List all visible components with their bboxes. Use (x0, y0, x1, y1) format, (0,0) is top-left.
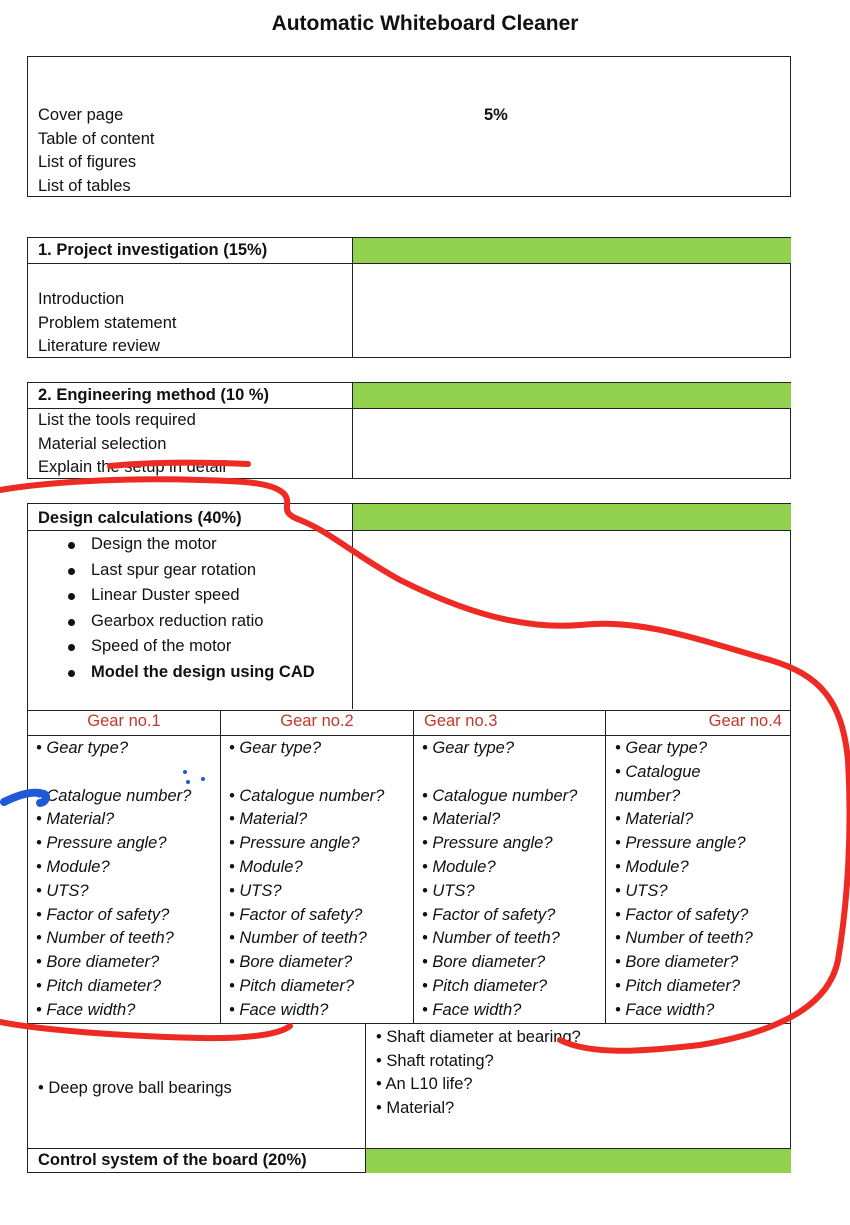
gear-question: • Catalogue number? (36, 786, 192, 805)
gear-question: • UTS? (229, 881, 282, 900)
design-item: Speed of the motor (28, 634, 315, 660)
control-heading: Control system of the board (20%) (38, 1151, 307, 1169)
gear-question: • Factor of safety? (36, 905, 170, 924)
gear-header-3: Gear no.3 (424, 712, 498, 730)
section1-heading: 1. Project investigation (15%) (38, 241, 268, 259)
gear-question: • Gear type? (422, 739, 514, 757)
gear-header-1: Gear no.1 (87, 712, 161, 730)
bearing-question: • Material? (376, 1098, 455, 1117)
gear-question: • Material? (615, 810, 694, 829)
section2-item: Explain the setup in detail (38, 458, 227, 476)
gear-question: • Bore diameter? (229, 953, 353, 972)
gear-question: • Pressure angle? (422, 834, 553, 853)
section2-item: List the tools required (38, 411, 196, 429)
gear-question: • Bore diameter? (615, 953, 739, 972)
gear-question: • Module? (422, 857, 496, 876)
gear-question: • Pitch diameter? (229, 976, 354, 995)
cover-item: List of tables (38, 176, 131, 195)
cover-section (27, 56, 791, 197)
gear-question: • Catalogue number? (229, 786, 385, 805)
section2-score-cell (353, 383, 791, 408)
gear-question: • Gear type? (229, 739, 321, 757)
bearing-question: • Shaft diameter at bearing? (376, 1028, 581, 1046)
gear-question: • Face width? (422, 1000, 522, 1019)
gear-question: • Pressure angle? (229, 834, 360, 853)
control-score-cell (366, 1149, 791, 1173)
design-item: Gearbox reduction ratio (28, 609, 315, 635)
gear-question: • Pressure angle? (36, 834, 167, 853)
gear-2-questions (229, 737, 384, 1023)
cover-item: Table of content (38, 129, 155, 148)
gear-question: • Factor of safety? (422, 905, 556, 924)
gear-question: • Module? (36, 857, 110, 876)
gear-question: • Module? (229, 857, 303, 876)
design-table (27, 503, 791, 1173)
section2-item: Material selection (38, 434, 167, 453)
gear-question: • Catalogue (615, 762, 701, 781)
bearing-question: • Shaft rotating? (376, 1051, 494, 1070)
gear-header-2: Gear no.2 (280, 712, 354, 730)
gear-question: • Catalogue number? (422, 786, 578, 805)
gear-question: • Material? (422, 810, 501, 829)
gear-question: • Material? (36, 810, 115, 829)
gear-3-questions (422, 737, 577, 1023)
section1-score-cell (353, 238, 791, 263)
gear-question: • Number of teeth? (36, 929, 174, 948)
section2-table (27, 382, 791, 479)
gear-header-4: Gear no.4 (708, 712, 782, 730)
bearings-right (376, 1026, 581, 1120)
design-item: Linear Duster speed (28, 583, 315, 609)
gear-question (36, 761, 191, 785)
section1-item: Literature review (38, 337, 160, 355)
gear-question: • Number of teeth? (422, 929, 560, 948)
gear-question: • Pressure angle? (615, 834, 746, 853)
gear-question: • Factor of safety? (615, 905, 749, 924)
page-title: Automatic Whiteboard Cleaner (271, 12, 579, 35)
gear-question: • UTS? (36, 881, 89, 900)
design-item-cad: Model the design using CAD (28, 660, 315, 686)
section1-table (27, 237, 791, 358)
gear-question: • Module? (615, 857, 689, 876)
design-score-cell (353, 504, 791, 530)
gear-question: • Gear type? (36, 739, 128, 757)
gear-question: • Bore diameter? (36, 953, 160, 972)
design-item: Last spur gear rotation (28, 558, 315, 584)
gear-question: number? (615, 786, 681, 805)
gear-question: • Face width? (615, 1000, 715, 1019)
gear-4-questions (615, 737, 753, 1023)
cover-item: Cover page (38, 106, 124, 124)
gear-1-questions (36, 737, 191, 1023)
gear-question: • Factor of safety? (229, 905, 363, 924)
gear-question: • Pitch diameter? (615, 976, 740, 995)
section2-items (38, 409, 226, 480)
gear-question: • Bore diameter? (422, 953, 546, 972)
gear-question: • Pitch diameter? (36, 976, 161, 995)
gear-question (422, 761, 577, 785)
gear-question: • Material? (229, 810, 308, 829)
gear-question: • Number of teeth? (229, 929, 367, 948)
gear-question: • Pitch diameter? (422, 976, 547, 995)
gear-question: • UTS? (615, 881, 668, 900)
cover-weight: 5% (484, 106, 508, 124)
design-heading: Design calculations (40%) (38, 509, 242, 527)
section2-heading: 2. Engineering method (10 %) (38, 386, 270, 404)
bearings-left: • Deep grove ball bearings (38, 1079, 232, 1097)
bearing-question: • An L10 life? (376, 1075, 473, 1093)
design-items (28, 532, 315, 686)
gear-question (229, 761, 384, 785)
cover-item: List of figures (38, 153, 137, 171)
cover-items (38, 104, 155, 198)
gear-question: • Gear type? (615, 739, 707, 757)
gear-question: • Number of teeth? (615, 929, 753, 948)
gear-question: • UTS? (422, 881, 475, 900)
section1-items (38, 288, 176, 359)
section1-item: Problem statement (38, 313, 177, 332)
design-item: Design the motor (28, 532, 315, 558)
gear-question: • Face width? (229, 1000, 329, 1019)
section1-item: Introduction (38, 290, 125, 308)
gear-question: • Face width? (36, 1000, 136, 1019)
